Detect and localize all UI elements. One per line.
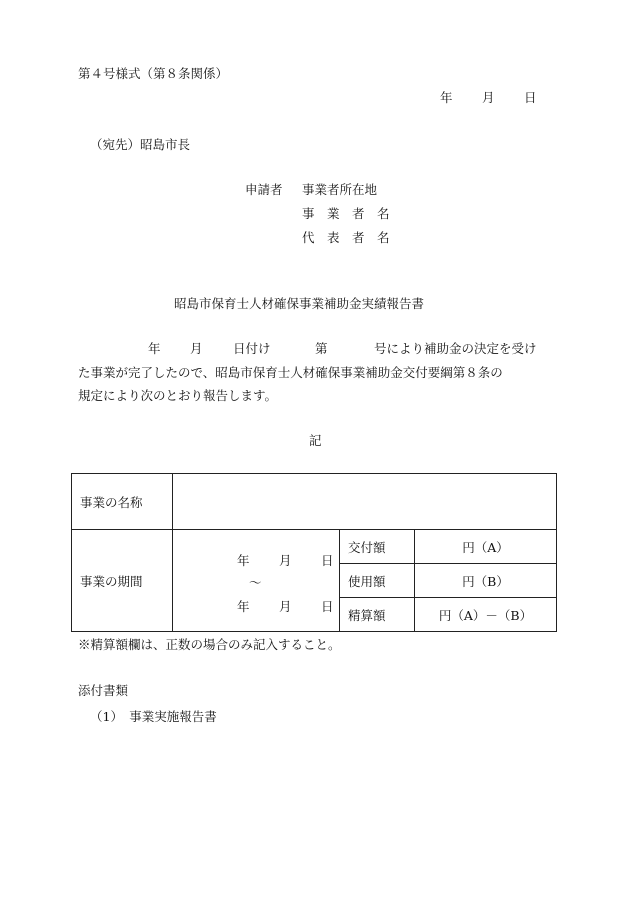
applicant-label: 申請者 bbox=[245, 182, 283, 197]
record-table bbox=[71, 473, 557, 632]
body-line2: た事業が完了したので、昭島市保育士人材確保事業補助金交付要綱第８条の bbox=[78, 365, 503, 380]
period-start-month: 月 bbox=[279, 552, 292, 568]
used-amount-value: 円（B） bbox=[415, 564, 557, 598]
body-line3: 規定により次のとおり報告します。 bbox=[78, 388, 278, 403]
body-number-prefix: 第 bbox=[315, 341, 328, 356]
grant-amount-value: 円（A） bbox=[415, 530, 557, 564]
used-amount-label: 使用額 bbox=[340, 564, 415, 598]
period-tilde: ～ bbox=[249, 574, 262, 590]
body-line1-end: 号により補助金の決定を受け bbox=[374, 341, 537, 356]
ki-heading: 記 bbox=[309, 433, 322, 448]
applicant-address-label: 事業者所在地 bbox=[302, 182, 378, 197]
body-year: 年 bbox=[148, 341, 161, 356]
date-month-label: 月 bbox=[482, 90, 495, 105]
form-number: 第４号様式（第８条関係） bbox=[78, 66, 229, 81]
period-start-year: 年 bbox=[237, 552, 250, 568]
grant-amount-label: 交付額 bbox=[340, 530, 415, 564]
period-label: 事業の期間 bbox=[72, 530, 173, 632]
document-title: 昭島市保育士人材確保事業補助金実績報告書 bbox=[174, 296, 425, 311]
body-month: 月 bbox=[190, 341, 203, 356]
body-day-dated: 日付け bbox=[233, 341, 271, 356]
period-end-year: 年 bbox=[237, 598, 250, 614]
period-end-day: 日 bbox=[321, 598, 334, 614]
attachment-item-1: （1） 事業実施報告書 bbox=[90, 709, 217, 724]
addressee: （宛先）昭島市長 bbox=[90, 137, 191, 152]
date-day-label: 日 bbox=[524, 90, 537, 105]
settlement-note: ※精算額欄は、正数の場合のみ記入すること。 bbox=[78, 637, 341, 652]
attachments-heading: 添付書類 bbox=[78, 683, 129, 698]
business-name-label: 事業の名称 bbox=[72, 474, 173, 530]
settlement-amount-label: 精算額 bbox=[340, 598, 415, 632]
applicant-business-name-label: 事 業 者 名 bbox=[302, 206, 390, 221]
period-end-month: 月 bbox=[279, 598, 292, 614]
period-cell bbox=[173, 530, 340, 632]
settlement-amount-value: 円（A）－（B） bbox=[415, 598, 557, 632]
date-year-label: 年 bbox=[440, 90, 453, 105]
business-name-value bbox=[173, 474, 557, 530]
period-start-day: 日 bbox=[321, 552, 334, 568]
applicant-representative-label: 代 表 者 名 bbox=[302, 230, 390, 245]
